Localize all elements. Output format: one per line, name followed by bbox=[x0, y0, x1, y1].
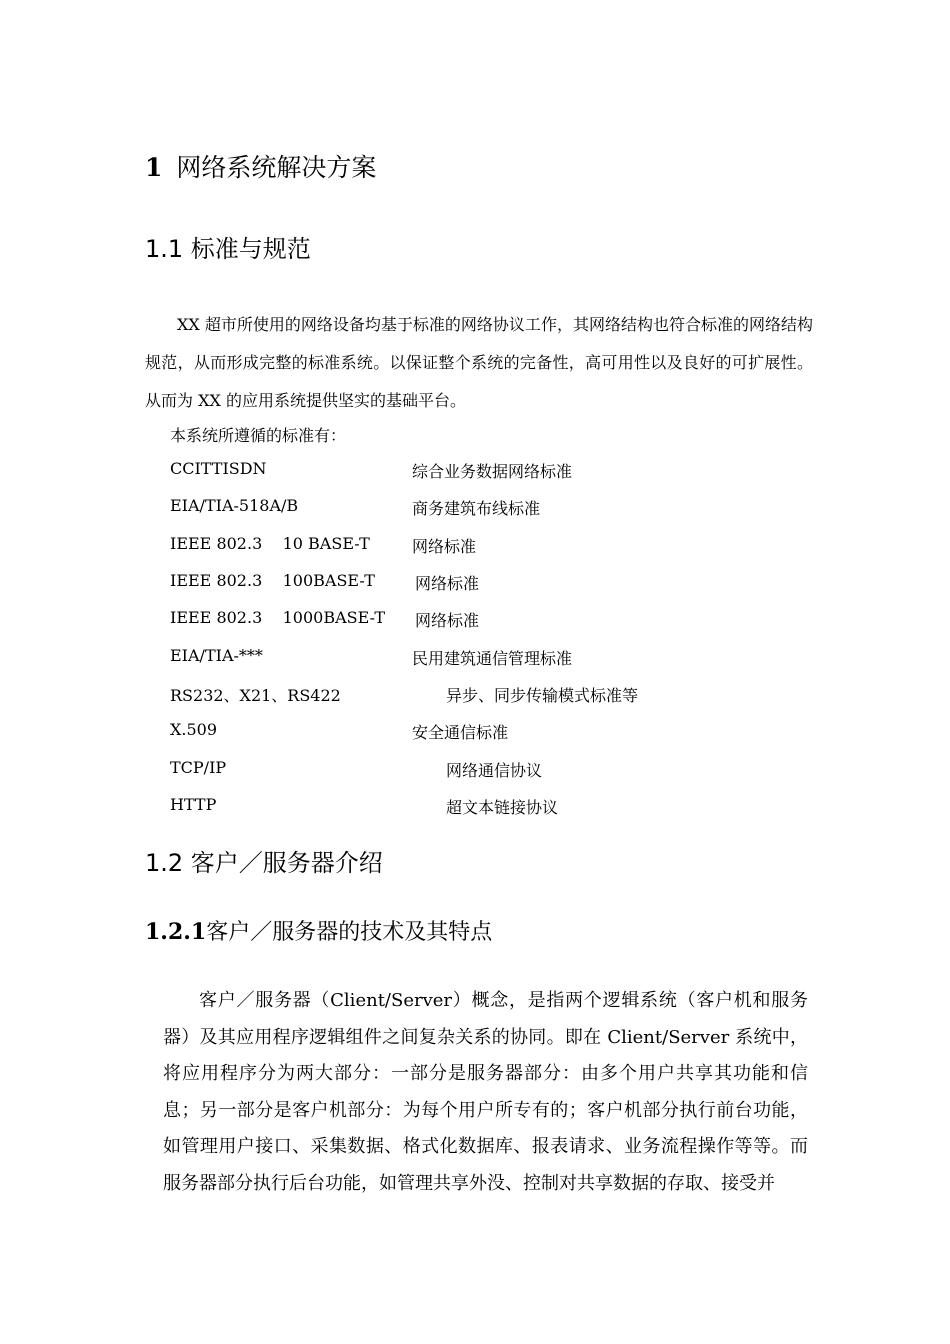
standard-desc: 网络标准 bbox=[412, 537, 477, 556]
standard-name: EIA/TIA-*** bbox=[170, 646, 263, 665]
standard-name: CCITTISDN bbox=[170, 459, 267, 478]
standard-desc: 商务建筑布线标准 bbox=[412, 499, 541, 518]
section-1-2-1-number: 1.2.1 bbox=[145, 919, 207, 945]
standard-name: IEEE 802.3 1000BASE-T bbox=[170, 608, 386, 627]
standard-desc: 民用建筑通信管理标准 bbox=[412, 649, 573, 668]
standard-desc: 网络标准 bbox=[415, 611, 480, 630]
section-1-2-1-heading bbox=[145, 915, 492, 946]
standard-name: HTTP bbox=[170, 795, 217, 814]
standard-desc: 异步、同步传输模式标准等 bbox=[446, 686, 639, 705]
section-1-2-title: 1.2 客户／服务器介绍 bbox=[145, 849, 383, 877]
standard-name: EIA/TIA-518A/B bbox=[170, 496, 299, 515]
heading-1-title: 网络系统解决方案 bbox=[176, 153, 377, 182]
section-1-1-title: 1.1 标准与规范 bbox=[145, 235, 311, 263]
section-1-2-1-title: 客户／服务器的技术及其特点 bbox=[206, 920, 493, 945]
standard-desc: 安全通信标准 bbox=[412, 723, 509, 742]
heading-1 bbox=[145, 148, 376, 184]
heading-1-number: 1 bbox=[145, 153, 163, 182]
standard-desc: 网络通信协议 bbox=[446, 761, 543, 780]
standard-name: X.509 bbox=[170, 720, 218, 739]
standard-name: RS232、X21、RS422 bbox=[170, 686, 341, 705]
section-1-1-paragraph: XX 超市所使用的网络设备均基于标准的网络协议工作，其网络结构也符合标准的网络结构规范，从而形成完整的标准系统。以保证整个系统的完备性，高可用性以及良好的可扩展性。从而为 XX 的应用系统提供坚实的基础平台。 bbox=[145, 315, 813, 410]
standard-desc: 超文本链接协议 bbox=[446, 798, 559, 817]
standard-name: IEEE 802.3 10 BASE-T bbox=[170, 534, 370, 553]
standard-desc: 综合业务数据网络标准 bbox=[412, 462, 573, 481]
section-1-2-1-paragraph: 客户／服务器（Client/Server）概念，是指两个逻辑系统（客户机和服务器）及其应用程序逻辑组件之间复杂关系的协同。即在 Client/Server 系统中，将应用程序分为两大部分：一部分是服务器部分：由多个用户共享其功能和信息；另一部分是客户机部分：为每个用户所专有的；客户机部分执行前台功能，如管理用户接口、采集数据、格式化数据库、报表请求、业务流程操作等等。而服务器部分执行后台功能，如管理共享外没、控制对共享数据的存取、接受并 bbox=[163, 990, 808, 1194]
standard-desc: 网络标准 bbox=[415, 574, 480, 593]
standard-name: IEEE 802.3 100BASE-T bbox=[170, 571, 375, 590]
standard-name: TCP/IP bbox=[170, 758, 227, 777]
standards-lead: 本系统所遵循的标准有： bbox=[170, 426, 347, 445]
